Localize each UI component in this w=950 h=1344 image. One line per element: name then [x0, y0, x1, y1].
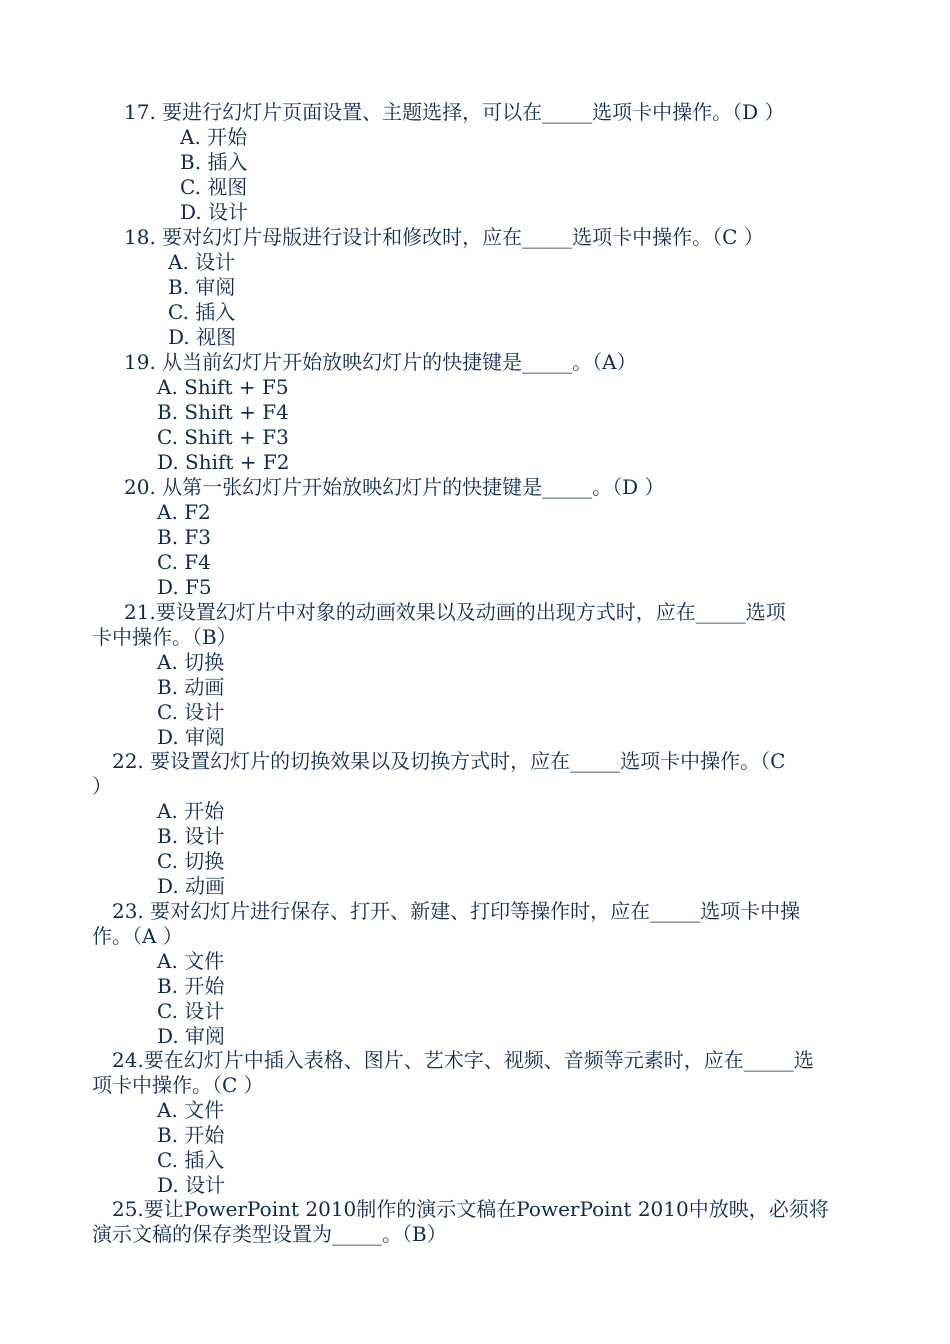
option-c: C. 插入 [168, 300, 236, 324]
option-a: A. 开始 [157, 799, 225, 823]
option-b: B. 插入 [180, 150, 248, 174]
question-21: 21.要设置幻灯片中对象的动画效果以及动画的出现方式时，应在_____选项 [124, 600, 786, 624]
option-a: A. 文件 [157, 1098, 225, 1122]
question-20: 20. 从第一张幻灯片开始放映幻灯片的快捷键是_____。（D ） [124, 475, 665, 499]
option-c: C. Shift + F3 [157, 425, 289, 449]
option-c: C. 视图 [180, 175, 248, 199]
option-c: C. 插入 [157, 1148, 225, 1172]
option-a: A. Shift + F5 [157, 375, 289, 399]
question-25-continued: 演示文稿的保存类型设置为_____。（B） [92, 1222, 447, 1246]
option-d: D. 视图 [168, 325, 237, 349]
question-24: 24.要在幻灯片中插入表格、图片、艺术字、视频、音频等元素时，应在_____选 [112, 1048, 814, 1072]
option-d: D. Shift + F2 [157, 450, 290, 474]
question-21-continued: 卡中操作。（B） [92, 625, 237, 649]
question-24-continued: 项卡中操作。（C ） [92, 1073, 264, 1097]
option-d: D. F5 [157, 575, 212, 599]
option-d: D. 设计 [180, 200, 249, 224]
option-a: A. F2 [157, 500, 211, 524]
question-23-continued: 作。（A ） [92, 924, 183, 948]
option-b: B. 设计 [157, 824, 225, 848]
option-b: B. 开始 [157, 974, 225, 998]
option-a: A. 文件 [157, 949, 225, 973]
option-a: A. 开始 [180, 125, 248, 149]
question-19: 19. 从当前幻灯片开始放映幻灯片的快捷键是_____。（A） [124, 350, 637, 374]
option-b: B. 开始 [157, 1123, 225, 1147]
option-d: D. 动画 [157, 874, 226, 898]
question-18: 18. 要对幻灯片母版进行设计和修改时，应在_____选项卡中操作。（C ） [124, 225, 764, 249]
question-17: 17. 要进行幻灯片页面设置、主题选择，可以在_____选项卡中操作。（D ） [124, 100, 785, 124]
option-a: A. 切换 [157, 650, 225, 674]
option-b: B. 动画 [157, 675, 225, 699]
option-c: C. F4 [157, 550, 211, 574]
question-22: 22. 要设置幻灯片的切换效果以及切换方式时，应在_____选项卡中操作。（C [112, 749, 786, 773]
option-c: C. 设计 [157, 999, 225, 1023]
question-22-continued: ） [92, 774, 112, 798]
option-d: D. 审阅 [157, 725, 226, 749]
option-b: B. F3 [157, 525, 212, 549]
option-d: D. 设计 [157, 1173, 226, 1197]
option-b: B. Shift + F4 [157, 400, 289, 424]
option-a: A. 设计 [168, 250, 236, 274]
option-b: B. 审阅 [168, 275, 236, 299]
question-25: 25.要让PowerPoint 2010制作的演示文稿在PowerPoint 2010中放映，必须将 [112, 1197, 829, 1221]
option-d: D. 审阅 [157, 1024, 226, 1048]
question-23: 23. 要对幻灯片进行保存、打开、新建、打印等操作时，应在_____选项卡中操 [112, 899, 801, 923]
option-c: C. 切换 [157, 849, 225, 873]
option-c: C. 设计 [157, 700, 225, 724]
